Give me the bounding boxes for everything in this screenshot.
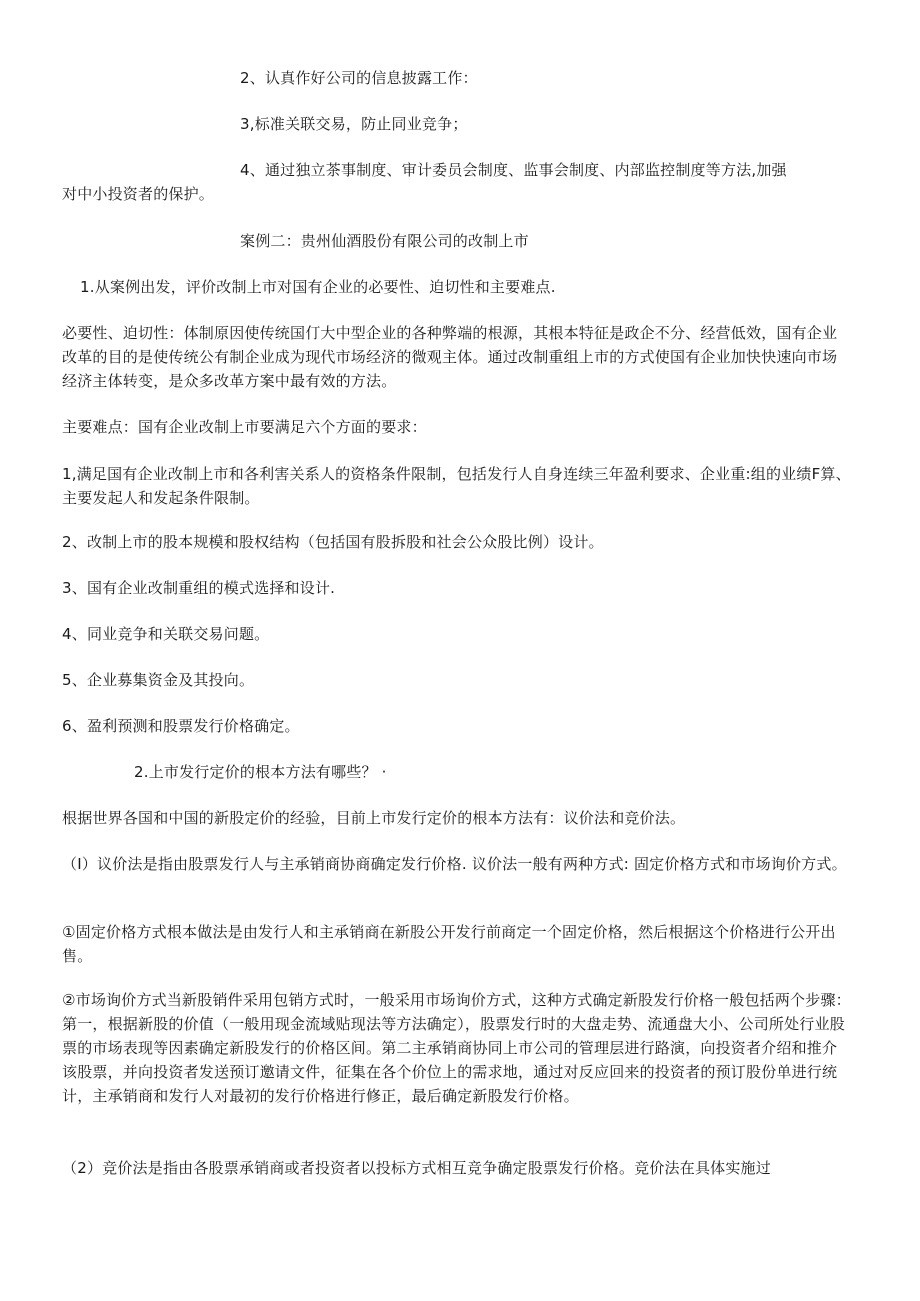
list-item-2: 2、改制上市的股本规模和股权结构（包括国有股拆股和社会公众股比例）设计。: [62, 533, 604, 551]
question-2: 2.上市发行定价的根本方法有哪些？ ·: [134, 763, 387, 781]
paragraph-necessity: 必要性、迫切性：体制原因使传统国仃大中型企业的各种弊端的根源，其根本特征是政企不分、经营低效，国有企业改革的目的是使传统公有制企业成为现代市场经济的微观主体。通过改制重组上市的方式使国有企业加快快速向市场经济主体转变，是众多改革方案中最有效的方法。: [62, 324, 838, 390]
list-item-1: 1,满足国有企业改制上市和各利害关系人的资格条件限制，包括发行人自身连续三年盈利要求、企业重:组的业绩F算、主要发起人和发起条件限制。: [62, 465, 851, 507]
list-item-5: 5、企业募集资金及其投向。: [62, 671, 255, 689]
paragraph-negotiation-method: （I）议价法是指由股票发行人与主承销商协商确定发行价格. 议价法一般有两种方式: 固定价格方式和市场询价方式。: [62, 855, 847, 873]
list-item-6: 6、盈利预测和股票发行价格确定。: [62, 717, 300, 735]
paragraph-independent-director-line1: 4、通过独立茶事制度、审计委员会制度、监事会制度、内部监控制度等方法,加强: [240, 161, 787, 179]
paragraph-market-inquiry: ②市场询价方式当新股销件采用包销方式时，一般采用市场询价方式，这种方式确定新股发行价格一般包括两个步骤：第一，根据新股的价值（一般用现金流域贴现法等方法确定），股票发行时的大盘走势、流通盘大小、公司所处行业股票的市场表现等因素确定新股发行的价格区间。第二主承销商协同上市公司的管理层进行路演，向投资者介绍和推介该股票，并向投资者发送预订邀请文件，征集在各个价位上的需求地，通过对反应回来的投资者的预订股份单进行统计，主承销商和发行人对最初的发行价格进行修正，最后确定新股发行价格。: [62, 991, 851, 1105]
paragraph-independent-director-line2: 对中小投资者的保护。: [62, 185, 215, 203]
paragraph-answer-intro: 根据世界各国和中国的新股定价的经验，目前上市发行定价的根本方法有：议价法和竞价法。: [62, 809, 686, 827]
case-title: 案例二：贵州仙酒股份有限公司的改制上市: [240, 232, 529, 250]
paragraph-info-disclosure: 2、认真作好公司的信息披露工作：: [240, 69, 478, 87]
paragraph-difficulty-intro: 主要难点：国有企业改制上市要满足六个方面的要求：: [62, 418, 427, 436]
list-item-4: 4、同业竞争和关联交易问题。: [62, 625, 270, 643]
paragraph-bidding-method: （2）竞价法是指由各股票承销商或者投资者以投标方式相互竞争确定股票发行价格。竞价法在具体实施过: [62, 1159, 771, 1177]
paragraph-fixed-price: ①固定价格方式根本做法是由发行人和主承销商在新股公开发行前商定一个固定价格，然后根据这个价格进行公开出售。: [62, 923, 836, 965]
paragraph-related-transactions: 3,标准关联交易，防止同业竞争；: [240, 115, 468, 133]
question-1: 1.从案例出发，评价改制上市对国有企业的必要性、迫切性和主要难点.: [80, 278, 556, 296]
list-item-3: 3、国有企业改制重组的模式选择和设计.: [62, 579, 336, 597]
